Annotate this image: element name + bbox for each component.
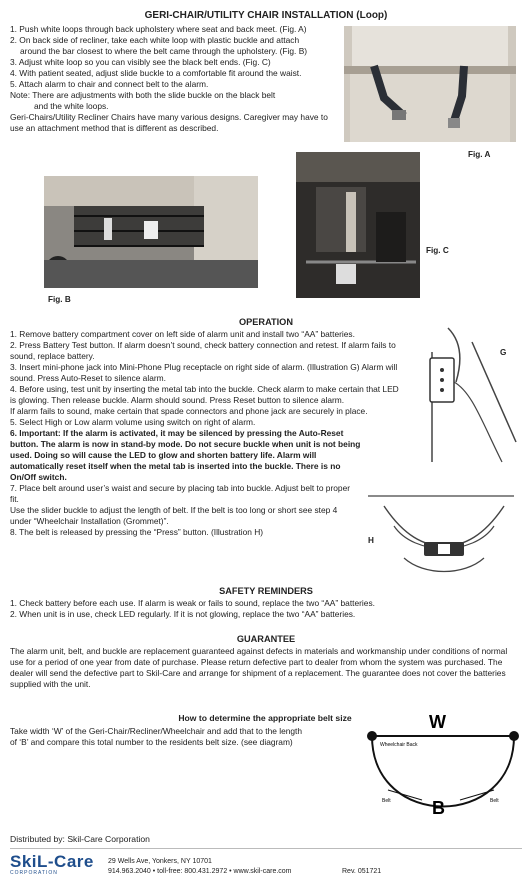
fig-a-photo — [344, 26, 516, 142]
operation-step: 3. Insert mini-phone jack into Mini-Phone Plug receptacle on right side of alarm. (Illustration G) Alarm will sound. Press Auto-Reset to silence alarm. — [10, 362, 398, 383]
install-step: 3. Adjust white loop so you can visibly see the black belt ends. (Fig. C) — [10, 57, 271, 67]
footer-phones: 914.963.2040 • toll-free: 800.431.2972 • www.skil-care.com — [108, 868, 292, 875]
revision: Rev. 051721 — [342, 868, 382, 875]
footer-address: 29 Wells Ave, Yonkers, NY 10701 — [108, 858, 212, 865]
illustration-g — [412, 322, 524, 472]
safety-heading: SAFETY REMINDERS — [219, 586, 313, 596]
belt-right-label: Belt — [490, 798, 499, 804]
page-title: GERI-CHAIR/UTILITY CHAIR INSTALLATION (Loop) — [144, 10, 388, 21]
operation-step: 1. Remove battery compartment cover on left side of alarm unit and install two “AA” batteries. — [10, 329, 355, 339]
fig-a-label: Fig. A — [468, 150, 491, 159]
belt-left-label: Belt — [382, 798, 391, 804]
safety-item: 1. Check battery before each use. If alarm is weak or fails to sound, replace the two “AA” batteries. — [10, 598, 375, 608]
install-steps — [10, 24, 340, 134]
install-note-line: Note: There are adjustments with both the slide buckle on the black belt — [10, 90, 276, 100]
install-step: 2. On back side of recliner, take each white loop with plastic buckle and attach — [10, 35, 300, 45]
install-step: 1. Push white loops through back upholstery where seat and back meet. (Fig. A) — [10, 24, 307, 34]
distributed-by: Distributed by: Skil-Care Corporation — [10, 834, 150, 844]
company-logo — [10, 852, 94, 876]
guarantee-heading: GUARANTEE — [236, 634, 296, 644]
belt-size-text: Take width ‘W’ of the Geri-Chair/Recliner/Wheelchair and add that to the length of ‘B’ and compare this total number to the residents belt size. (see diagram) — [10, 726, 303, 747]
install-step: around the bar closest to where the belt came through the upholstery. (Fig. B) — [20, 46, 308, 56]
footer-rule — [10, 848, 522, 849]
operation-step-important: 6. Important: If the alarm is activated, it may be silenced by pressing the Auto-Reset button. The alarm is now in stand-by mode. Do not secure buckle when unit is not being used. Doing so will cause the LED to glow and shorten battery life. Alarm will automatically reset itself when the metal tab is inserted into the buckle. There is no On/Off switch. — [10, 428, 361, 482]
left-arrow — [388, 790, 422, 800]
w-label: W — [429, 712, 446, 732]
operation-steps — [10, 329, 408, 538]
fig-c-label: Fig. C — [426, 246, 449, 255]
b-label: B — [432, 798, 445, 818]
logo-text: SkiL-Care — [10, 852, 94, 871]
install-note-line: and the white loops. — [34, 101, 109, 111]
fig-a-illustration — [344, 26, 516, 142]
operation-step: Use the slider buckle to adjust the length of belt. If the belt is too long or short see step 4 under “Wheelchair Installation (Grommet)”. — [10, 505, 338, 526]
operation-step: 8. The belt is released by pressing the “Press” button. (Illustration H) — [10, 527, 264, 537]
safety-list — [10, 598, 520, 620]
fig-c-illustration — [296, 152, 420, 298]
operation-step: 5. Select High or Low alarm volume using switch on right of alarm. — [10, 417, 256, 427]
operation-step: If alarm fails to sound, make certain that spade connectors and phone jack are securely in place. — [10, 406, 368, 416]
safety-item: 2. When unit is in use, check LED regularly. If it is not glowing, replace the two “AA” batteries. — [10, 609, 356, 619]
wheelchair-back-label: Wheelchair Back — [380, 742, 418, 748]
fig-c-photo — [296, 152, 420, 298]
install-note: Geri-Chairs/Utility Recliner Chairs have many various designs. Caregiver may have to use an attachment method that is different as described. — [10, 112, 328, 133]
belt-size-diagram — [362, 710, 526, 820]
install-step: 4. With patient seated, adjust slide buckle to a comfortable fit around the waist. — [10, 68, 302, 78]
belt-size-heading: How to determine the appropriate belt size — [178, 713, 352, 723]
operation-step: 4. Before using, test unit by inserting the metal tab into the buckle. Check alarm to make certain that LED is glowing. Then release buckle. Alarm should sound. Press Reset button to silence alarm. — [10, 384, 399, 405]
fig-b-label: Fig. B — [48, 295, 71, 304]
illustration-g-label: G — [500, 348, 507, 357]
operation-step: 7. Place belt around user’s waist and secure by placing tab into buckle. Adjust belt to proper fit. — [10, 483, 351, 504]
illustration-h — [364, 486, 524, 578]
operation-heading: OPERATION — [239, 317, 293, 327]
fig-b-photo — [44, 176, 258, 288]
fig-b-illustration — [44, 176, 258, 288]
operation-step: 2. Press Battery Test button. If alarm doesn’t sound, check battery connection and retest. If alarm fails to sound, replace battery. — [10, 340, 396, 361]
illustration-h-label: H — [368, 536, 374, 545]
guarantee-text: The alarm unit, belt, and buckle are replacement guaranteed against defects in materials and workmanship under conditions of normal use for a period of one year from date of purchase. Please return defective part to dealer from whom the system was purchased. The dealer will send the defective part to Skil-Care and arrange for shipment of a replacement. The guarantee does not cover the batteries supplied with the unit. — [10, 646, 508, 689]
logo-subtext: CORPORATION — [10, 870, 58, 876]
install-step: 5. Attach alarm to chair and connect belt to the alarm. — [10, 79, 209, 89]
